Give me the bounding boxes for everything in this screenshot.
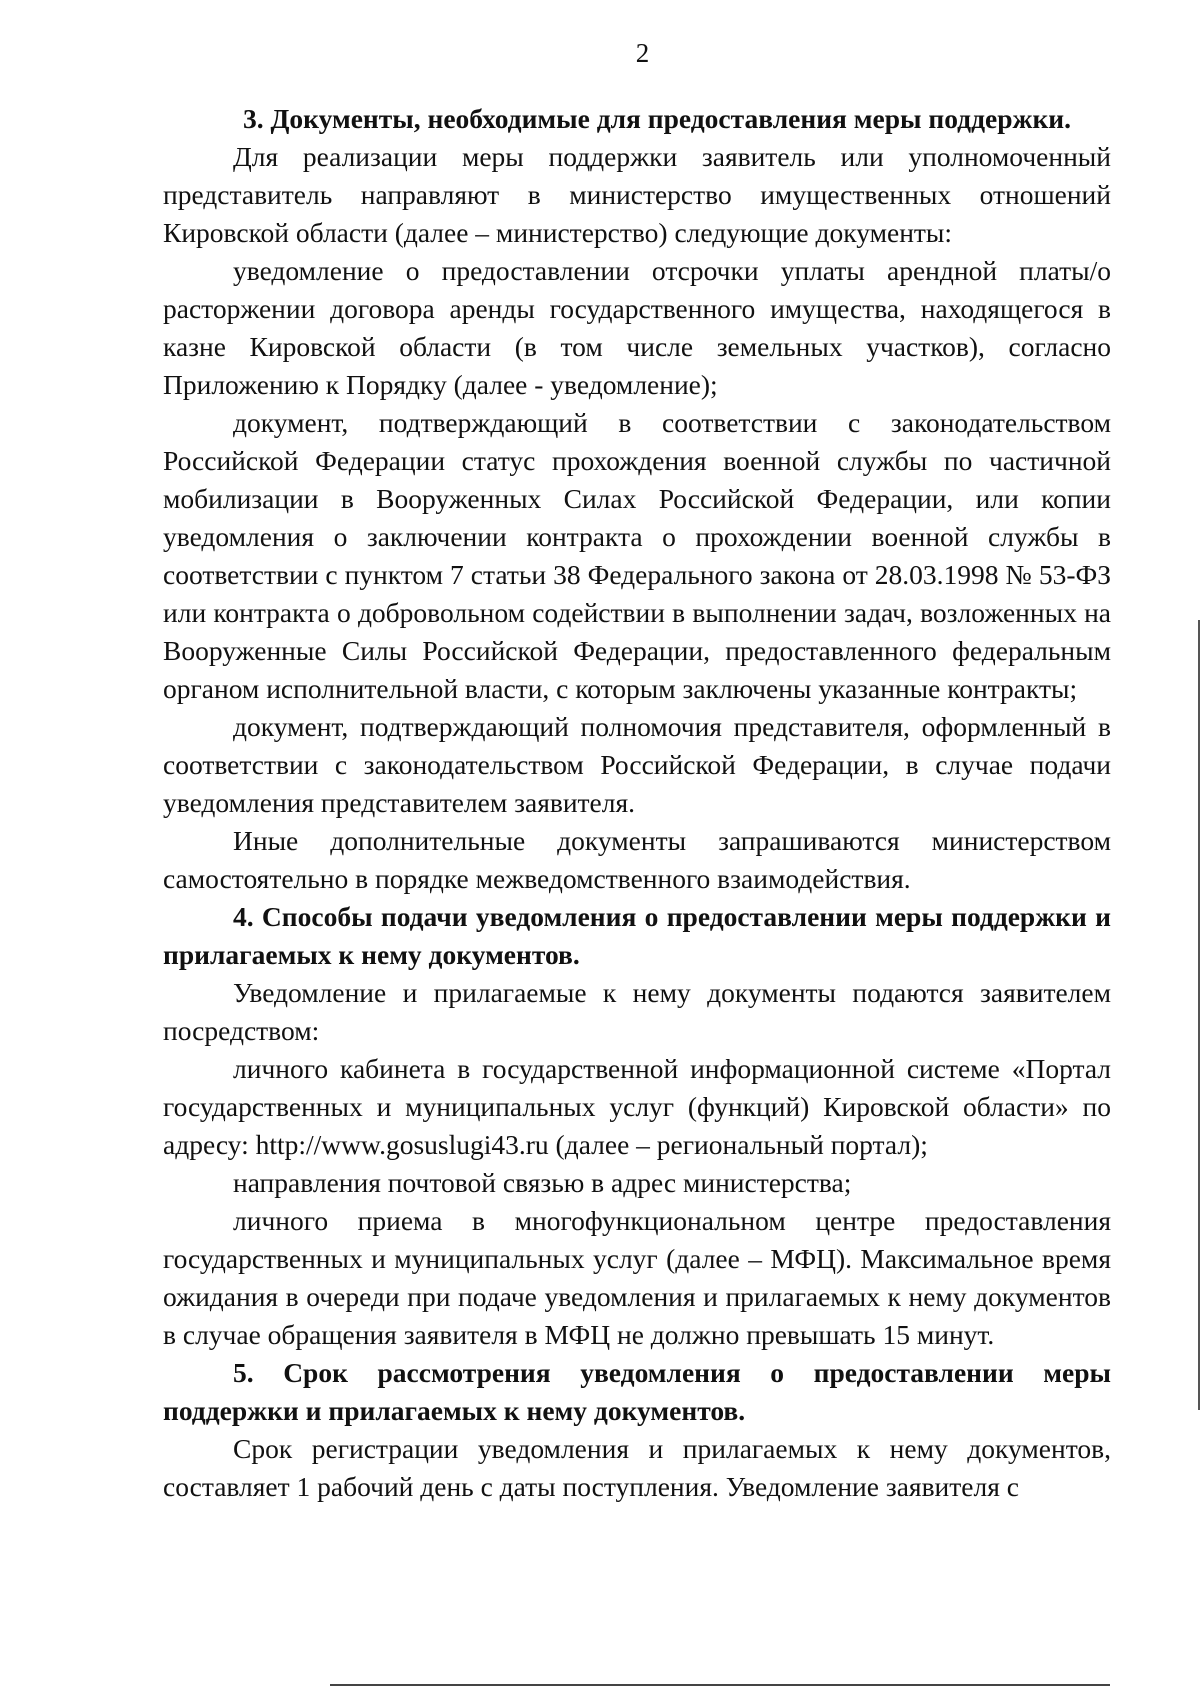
section-4-heading: 4. Способы подачи уведомления о предоставлении меры поддержки и прилагаемых к нему документов.: [163, 901, 1111, 970]
section-4-paragraph-2: личного кабинета в государственной информационной системе «Портал государственных и муниципальных услуг (функций) Кировской области» по адресу: http://www.gosuslugi43.ru (далее – региональный портал);: [163, 1053, 1111, 1160]
section-3-paragraph-4: документ, подтверждающий полномочия представителя, оформленный в соответствии с законодательством Российской Федерации, в случае подачи уведомления представителем заявителя.: [163, 711, 1111, 818]
section-3-paragraph-2: уведомление о предоставлении отсрочки уплаты арендной платы/о расторжении договора аренды государственного имущества, находящегося в казне Кировской области (в том числе земельных участков), согласно Приложению к Порядку (далее - уведомление);: [163, 255, 1111, 400]
document-body: [163, 100, 1111, 1506]
page-number: 2: [635, 38, 650, 68]
section-4-paragraph-4: личного приема в многофункциональном центре предоставления государственных и муниципальных услуг (далее – МФЦ). Максимальное время ожидания в очереди при подаче уведомления и прилагаемых к нему документов в случае обращения заявителя в МФЦ не должно превышать 15 минут.: [163, 1205, 1111, 1350]
section-4-paragraph-3: направления почтовой связью в адрес министерства;: [233, 1167, 852, 1198]
section-3-paragraph-5: Иные дополнительные документы запрашиваются министерством самостоятельно в порядке межведомственного взаимодействия.: [163, 825, 1111, 894]
section-5-paragraph-1: Срок регистрации уведомления и прилагаемых к нему документов, составляет 1 рабочий день с даты поступления. Уведомление заявителя с: [163, 1433, 1111, 1502]
section-5-heading: 5. Срок рассмотрения уведомления о предоставлении меры поддержки и прилагаемых к нему документов.: [163, 1357, 1111, 1426]
section-4-paragraph-1: Уведомление и прилагаемые к нему документы подаются заявителем посредством:: [163, 977, 1111, 1046]
section-3-paragraph-3: документ, подтверждающий в соответствии с законодательством Российской Федерации статус прохождения военной службы по частичной мобилизации в Вооруженных Силах Российской Федерации, или копии уведомления о заключении контракта о прохождении военной службы в соответствии с пунктом 7 статьи 38 Федерального закона от 28.03.1998 № 53-ФЗ или контракта о добровольном содействии в выполнении задач, возложенных на Вооруженные Силы Российской Федерации, предоставленного федеральным органом исполнительной власти, с которым заключены указанные контракты;: [163, 407, 1111, 704]
scan-bottom-line: [330, 1684, 1110, 1686]
section-3-heading: 3. Документы, необходимые для предоставления меры поддержки.: [242, 103, 1072, 134]
section-3-paragraph-1: Для реализации меры поддержки заявитель или уполномоченный представитель направляют в министерство имущественных отношений Кировской области (далее – министерство) следующие документы:: [163, 141, 1111, 248]
